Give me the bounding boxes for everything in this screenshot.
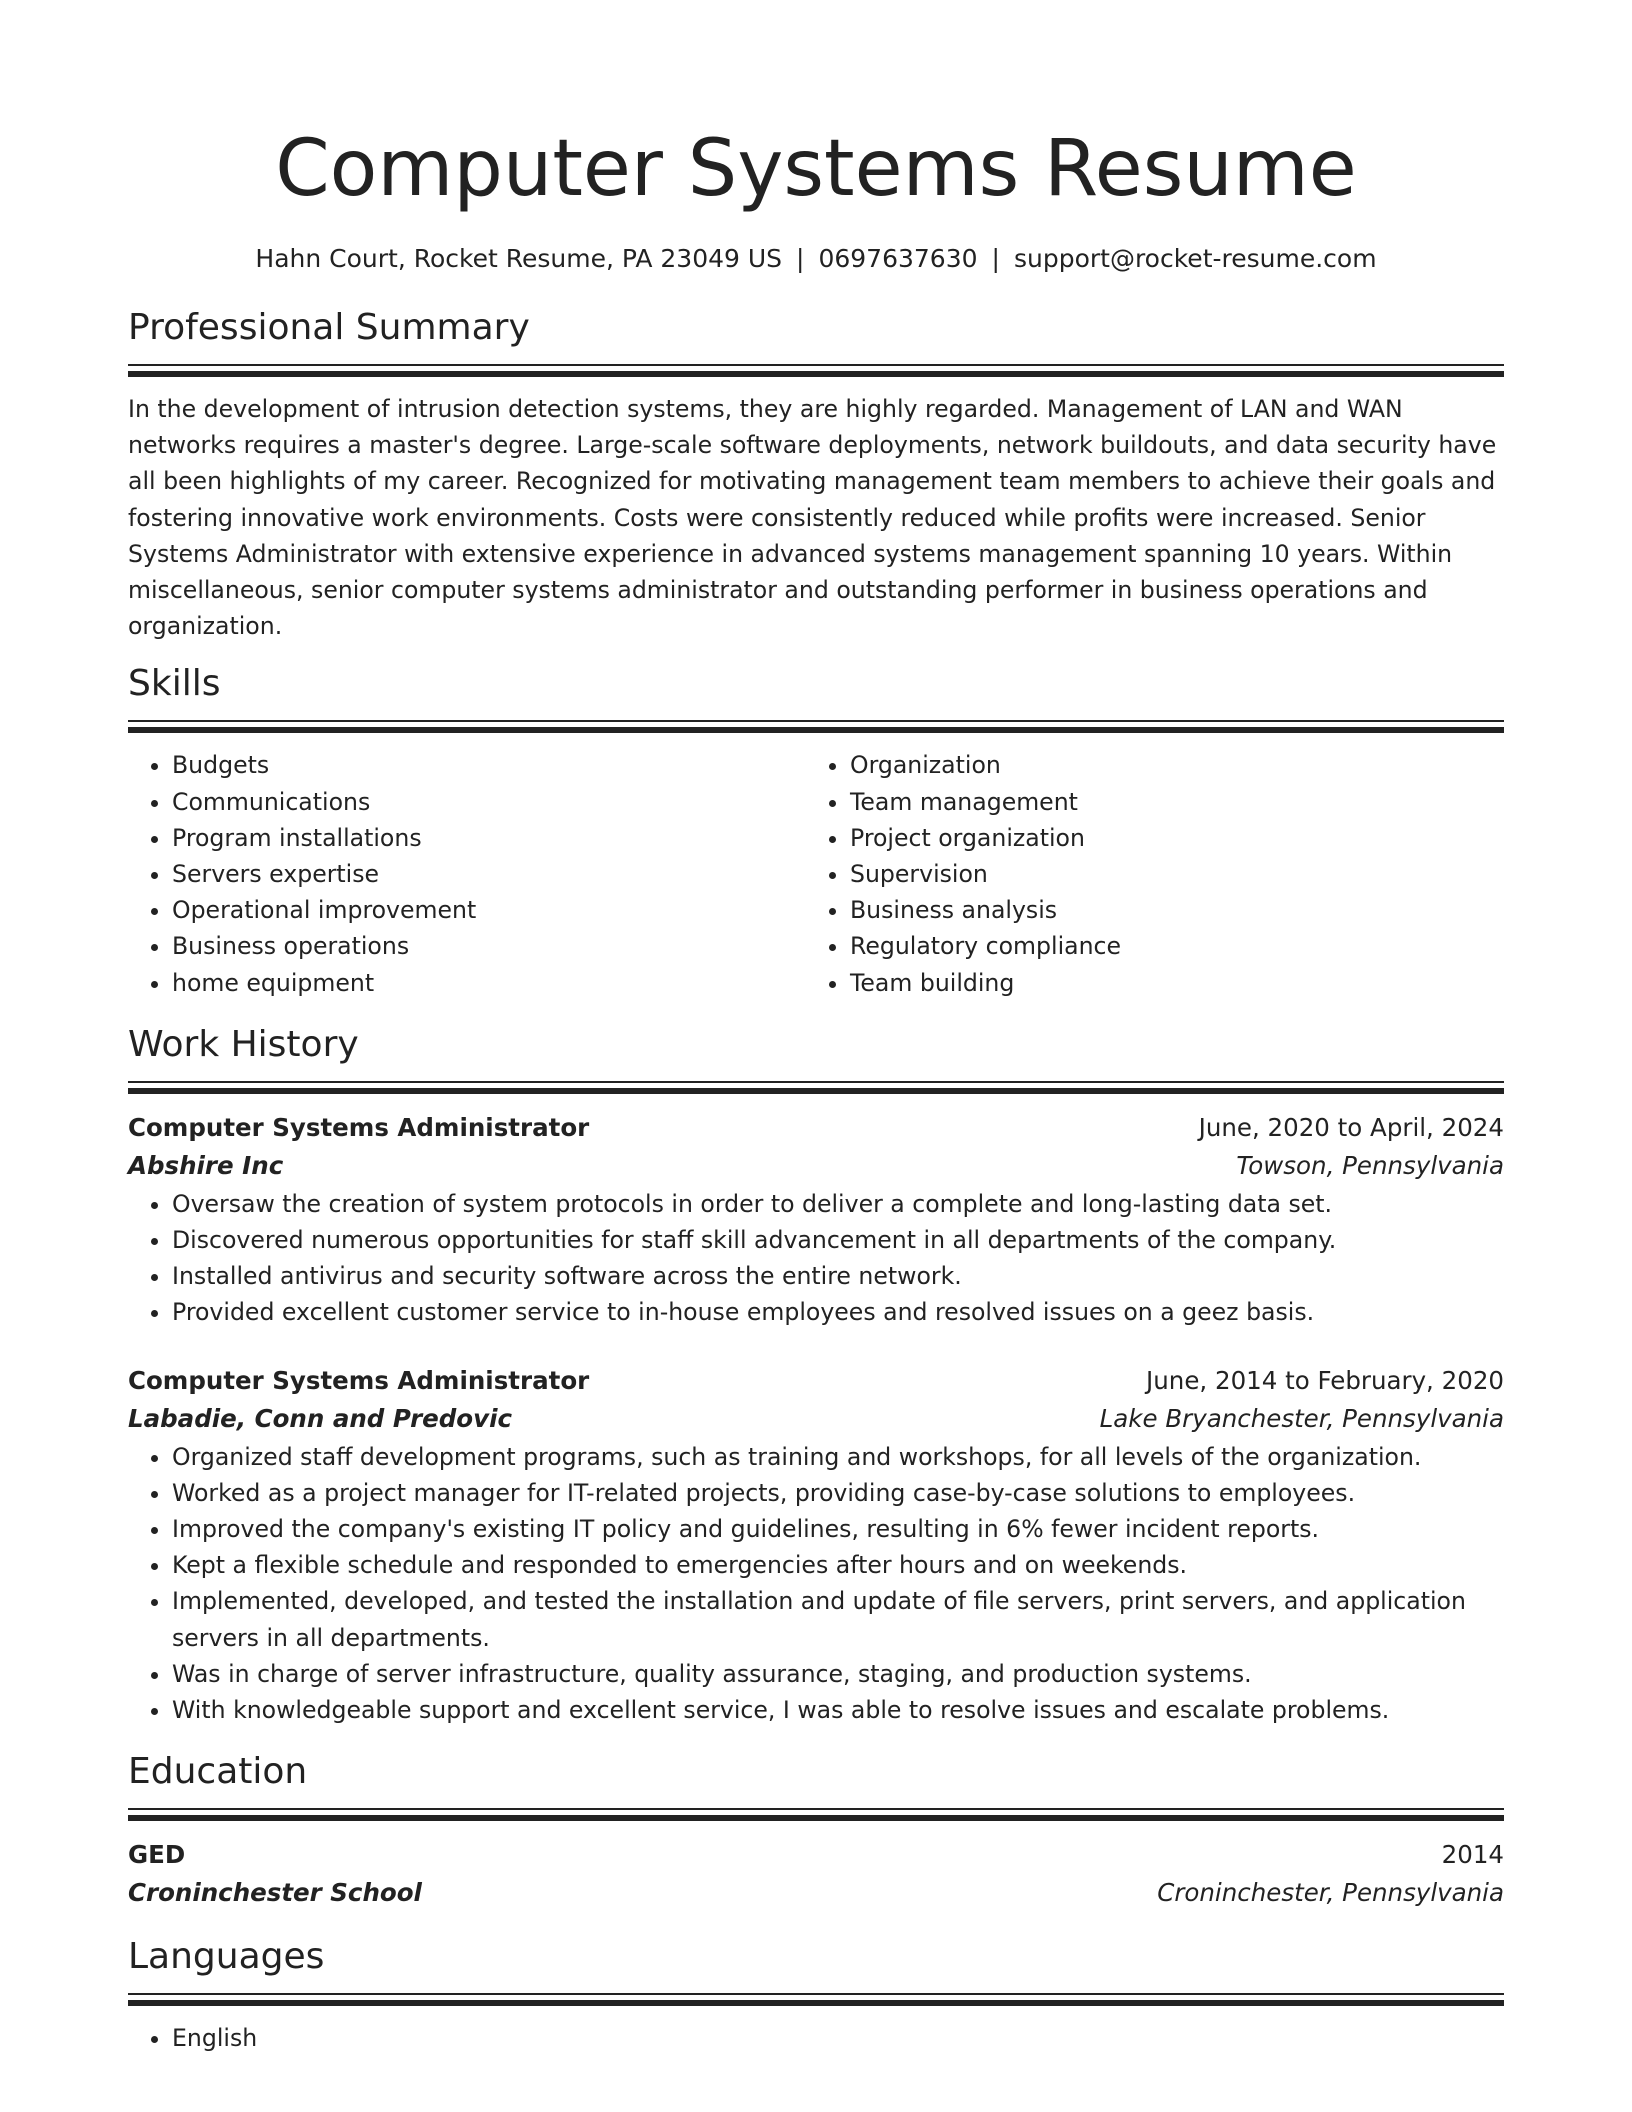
skill-item: • Project organization <box>850 820 1484 856</box>
resume-page <box>128 120 1504 2056</box>
section-rule <box>128 1993 1504 2006</box>
education-degree-row <box>128 1837 1504 1873</box>
skill-item: • Communications <box>172 784 806 820</box>
skills-right-list <box>806 747 1484 1000</box>
job-location: Towson, Pennsylvania <box>1236 1150 1504 1180</box>
resume-title: Computer Systems Resume <box>275 124 1357 214</box>
work-heading: Work History <box>128 1023 359 1065</box>
skill-item: • Organization <box>850 747 1484 783</box>
job-title: Computer Systems Administrator <box>128 1112 590 1142</box>
job-location: Lake Bryanchester, Pennsylvania <box>1099 1403 1504 1433</box>
skill-item: • Business analysis <box>850 892 1484 928</box>
skill-item: • Servers expertise <box>172 856 806 892</box>
skill-item: • home equipment <box>172 965 806 1001</box>
contact-separator: | <box>991 244 1000 273</box>
education-entry <box>128 1837 1504 1913</box>
job-duty: • Implemented, developed, and tested the installation and update of file servers, print servers, and application servers in all departments. <box>172 1583 1504 1655</box>
education-year: 2014 <box>1441 1840 1504 1870</box>
contact-phone: 0697637630 <box>818 244 978 273</box>
job-duty: • Installed antivirus and security software across the entire network. <box>172 1258 1504 1294</box>
skill-item: • Program installations <box>172 820 806 856</box>
skill-item: • Regulatory compliance <box>850 928 1484 964</box>
skill-item: • Team building <box>850 965 1484 1001</box>
skills-right-column <box>806 747 1484 1000</box>
section-rule <box>128 1081 1504 1094</box>
language-item: • English <box>172 2020 1504 2056</box>
section-rule <box>128 1808 1504 1821</box>
skill-item: • Budgets <box>172 747 806 783</box>
contact-email: support@rocket-resume.com <box>1013 244 1377 273</box>
summary-text: In the development of intrusion detection systems, they are highly regarded. Management of LAN and WAN networks requires a master's degree. Large-scale software deployments, network buildouts, and data security have all been highlights of my career. Recognized for motivating management team members to achieve their goals and fostering innovative work environments. Costs were consistently reduced while profits were increased. Senior Systems Administrator with extensive experience in advanced systems management spanning 10 years. Within miscellaneous, senior computer systems administrator and outstanding performer in business operations and organization. <box>128 395 1497 641</box>
job-company: Labadie, Conn and Predovic <box>128 1403 513 1433</box>
job-header-row <box>128 1363 1504 1399</box>
job-duties-list <box>128 1186 1504 1331</box>
section-rule <box>128 364 1504 377</box>
job-duty: • With knowledgeable support and excellent service, I was able to resolve issues and escalate problems. <box>172 1692 1504 1728</box>
education-degree: GED <box>128 1840 186 1870</box>
skill-item: • Team management <box>850 784 1484 820</box>
education-location: Croninchester, Pennsylvania <box>1157 1878 1504 1908</box>
job-duty: • Provided excellent customer service to in-house employees and resolved issues on a geez basis. <box>172 1294 1504 1330</box>
skill-item: • Operational improvement <box>172 892 806 928</box>
education-section <box>128 1750 1504 1913</box>
languages-section <box>128 1935 1504 2056</box>
skills-heading: Skills <box>128 663 221 705</box>
job-duty: • Discovered numerous opportunities for staff skill advancement in all departments of the company. <box>172 1222 1504 1258</box>
job-duty: • Oversaw the creation of system protocols in order to deliver a complete and long-lasting data set. <box>172 1186 1504 1222</box>
job-company: Abshire Inc <box>128 1150 284 1180</box>
skills-section <box>128 662 1504 1000</box>
languages-list <box>128 2020 1504 2056</box>
skill-item: • Supervision <box>850 856 1484 892</box>
contact-separator: | <box>796 244 805 273</box>
skills-left-list <box>128 747 806 1000</box>
education-school: Croninchester School <box>128 1878 422 1908</box>
job-duty: • Organized staff development programs, such as training and workshops, for all levels of the organization. <box>172 1439 1504 1475</box>
job-dates: June, 2020 to April, 2024 <box>1198 1112 1504 1142</box>
job-entry <box>128 1110 1504 1331</box>
languages-heading: Languages <box>128 1936 325 1978</box>
job-duty: • Worked as a project manager for IT-related projects, providing case-by-case solutions to employees. <box>172 1475 1504 1511</box>
education-heading: Education <box>128 1751 308 1793</box>
job-title: Computer Systems Administrator <box>128 1365 590 1395</box>
job-duty: • Was in charge of server infrastructure, quality assurance, staging, and production systems. <box>172 1656 1504 1692</box>
summary-heading: Professional Summary <box>128 307 530 348</box>
skills-grid <box>128 747 1504 1000</box>
contact-address: Hahn Court, Rocket Resume, PA 23049 US <box>255 244 783 273</box>
summary-section <box>128 306 1504 644</box>
skills-left-column <box>128 747 806 1000</box>
section-rule <box>128 720 1504 733</box>
skill-item: • Business operations <box>172 928 806 964</box>
job-company-row <box>128 1146 1504 1186</box>
work-section <box>128 1023 1504 1728</box>
job-duties-list <box>128 1439 1504 1729</box>
job-duty: • Kept a flexible schedule and responded to emergencies after hours and on weekends. <box>172 1547 1504 1583</box>
job-entry <box>128 1363 1504 1729</box>
job-header-row <box>128 1110 1504 1146</box>
job-dates: June, 2014 to February, 2020 <box>1146 1365 1504 1395</box>
education-school-row <box>128 1873 1504 1913</box>
contact-line <box>128 242 1504 276</box>
job-duty: • Improved the company's existing IT policy and guidelines, resulting in 6% fewer incident reports. <box>172 1511 1504 1547</box>
job-company-row <box>128 1399 1504 1439</box>
